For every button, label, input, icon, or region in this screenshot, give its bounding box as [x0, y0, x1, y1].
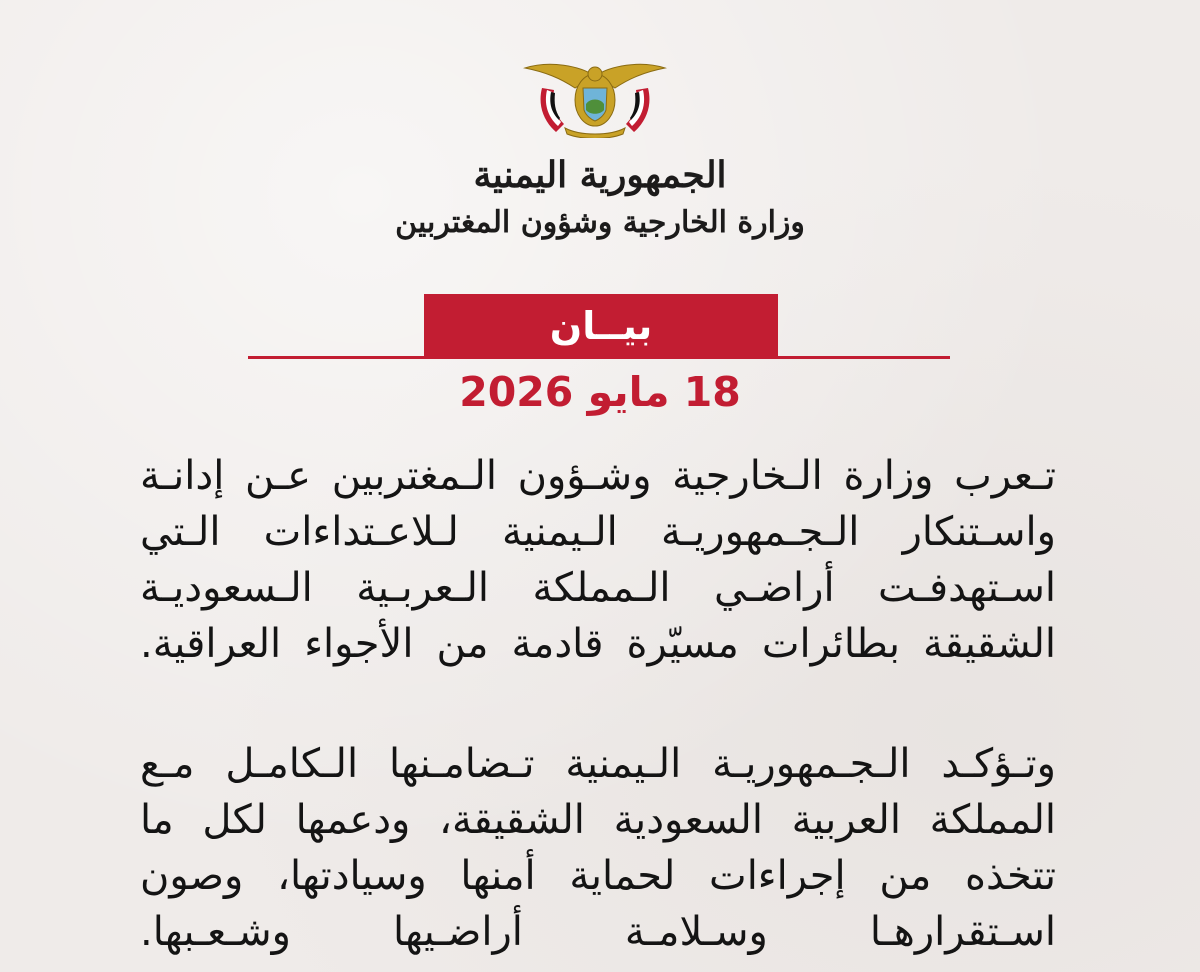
- paragraph-line: المملكة العربية السعودية الشقيقة، ودعمها لكل ما: [140, 797, 1056, 843]
- title-divider: [248, 356, 950, 359]
- paragraph-line: وتـؤكـد الـجـمهوريـة الـيمنية تـضامـنها الـكامـل مـع: [140, 741, 1056, 787]
- statement-date: 18 مايو 2026: [459, 368, 741, 416]
- paragraph-solidarity: [140, 736, 1056, 960]
- yemen-eagle-emblem-icon: [520, 58, 670, 138]
- paragraph-line: اسـتهدفـت أراضـي الـمملكة الـعربـية الـسعوديـة: [140, 565, 1056, 611]
- paragraph-line: تتخذه من إجراءات لحماية أمنها وسيادتها، وصون: [140, 853, 1056, 899]
- republic-name: الجمهورية اليمنية: [473, 154, 727, 196]
- statement-title: بيــان: [424, 294, 778, 358]
- paragraph-line: اسـتقرارهـا وسـلامـة أراضـيها وشـعـبها.: [140, 909, 1056, 955]
- paragraph-line: تـعرب وزارة الـخارجية وشـؤون الـمغتربين عـن إدانـة: [140, 453, 1056, 499]
- paragraph-line: الشقيقة بطائرات مسيّرة قادمة من الأجواء العراقية.: [140, 621, 1056, 667]
- paragraph-line: واسـتنكار الـجـمهوريـة الـيمنية لـلاعـتداءات الـتي: [140, 509, 1056, 555]
- paragraph-condemnation: [140, 448, 1056, 672]
- ministry-name: وزارة الخارجية وشؤون المغتربين: [395, 205, 805, 240]
